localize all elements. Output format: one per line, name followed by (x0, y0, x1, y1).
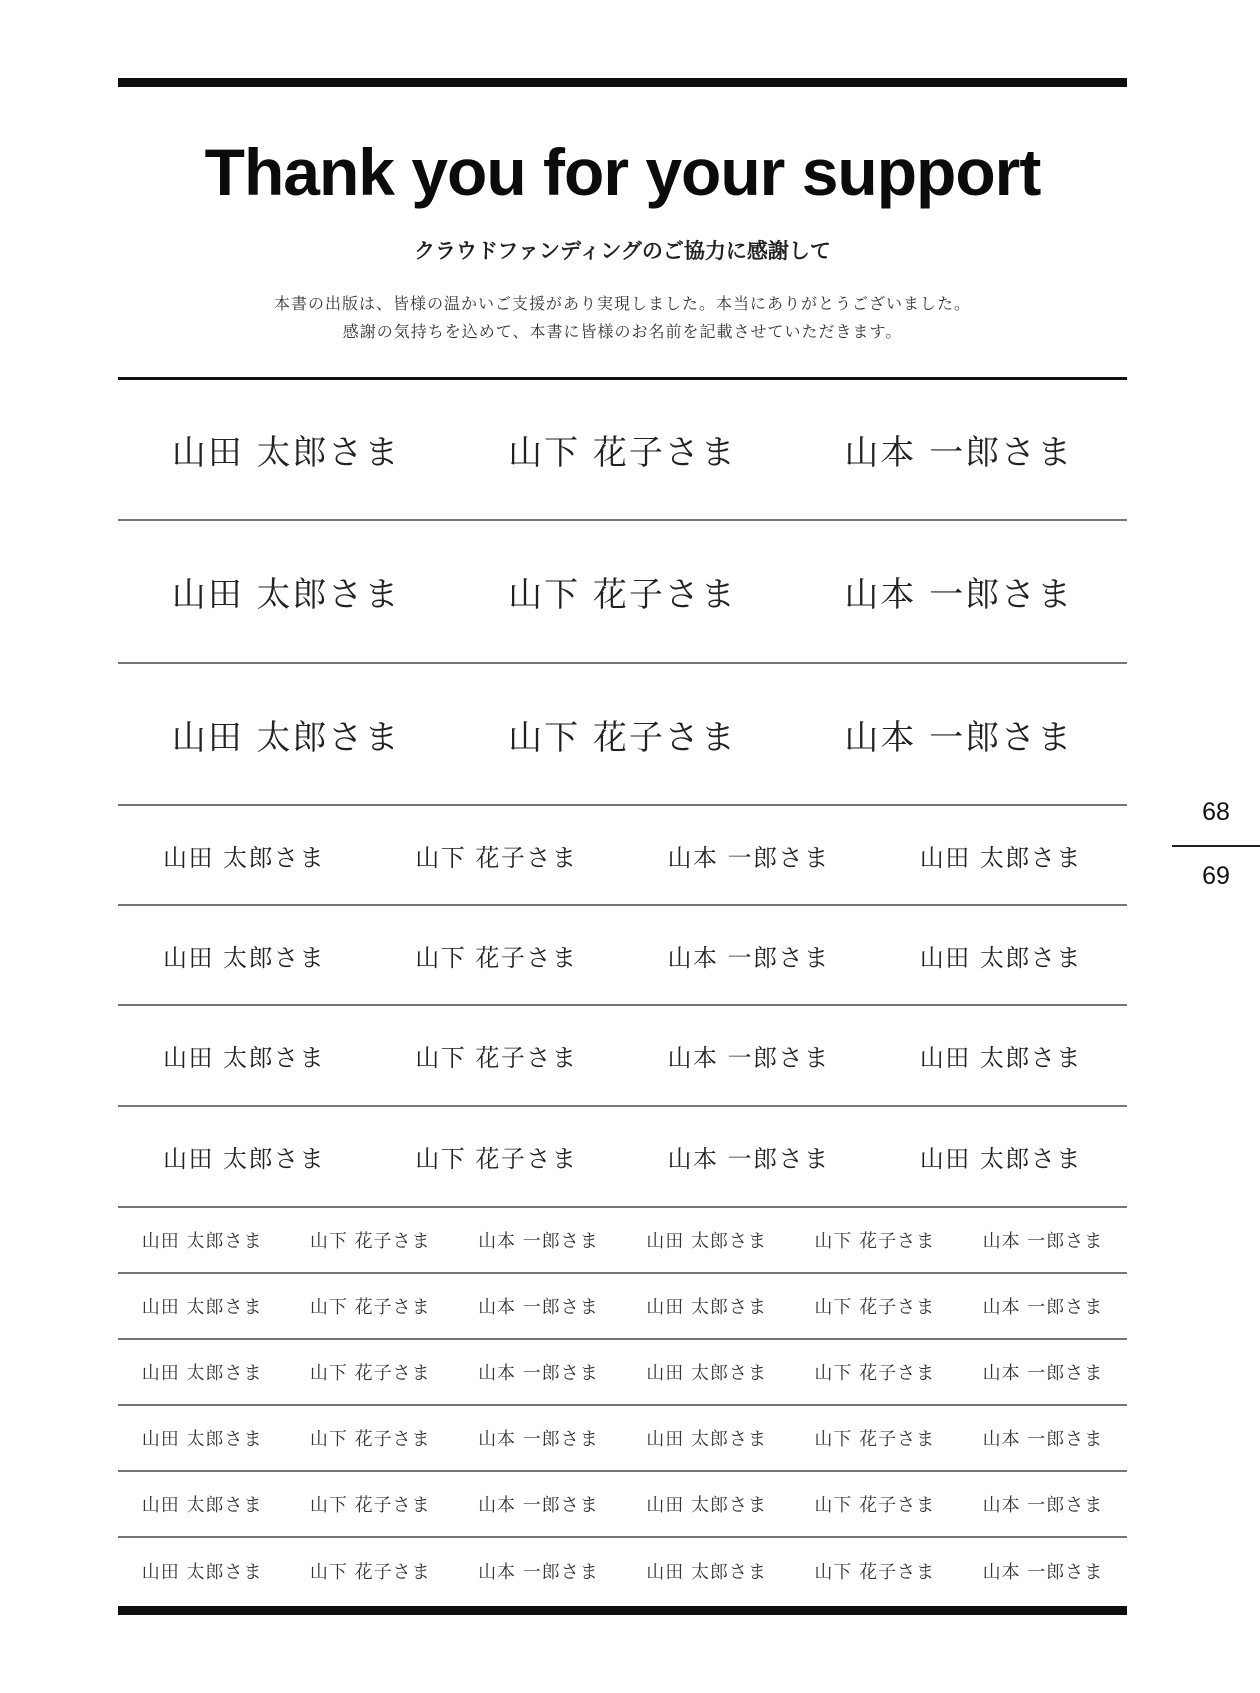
supporter-name: 山田 太郎さま (171, 575, 401, 615)
supporter-name: 山田 太郎さま (141, 1429, 263, 1450)
supporter-name: 山本 一郎さま (844, 717, 1074, 758)
supporter-name: 山下 花子さま (309, 1363, 431, 1384)
supporter-name: 山本 一郎さま (667, 1044, 830, 1072)
supporter-name: 山本 一郎さま (478, 1297, 599, 1318)
supporter-name: 山田 太郎さま (646, 1562, 767, 1583)
supporter-name: 山田 太郎さま (646, 1297, 767, 1318)
supporter-name: 山下 花子さま (415, 843, 578, 872)
supporter-name: 山本 一郎さま (478, 1495, 599, 1516)
supporter-name: 山下 花子さま (508, 717, 737, 758)
supporter-name: 山本 一郎さま (478, 1562, 599, 1583)
supporter-name: 山下 花子さま (309, 1429, 431, 1450)
supporter-name: 山田 太郎さま (141, 1495, 263, 1516)
supporter-name: 山本 一郎さま (844, 575, 1074, 615)
supporter-name: 山本 一郎さま (982, 1297, 1104, 1318)
supporter-name: 山田 太郎さま (919, 943, 1082, 972)
supporter-name: 山田 太郎さま (646, 1231, 767, 1252)
name-row-small (118, 1472, 1127, 1536)
supporter-name: 山田 太郎さま (919, 843, 1082, 872)
page-title: Thank you for your support (204, 135, 1041, 209)
supporter-name: 山下 花子さま (309, 1495, 431, 1516)
supporter-name: 山下 花子さま (309, 1562, 431, 1583)
name-row-medium (118, 906, 1127, 1004)
supporter-name: 山本 一郎さま (667, 943, 830, 972)
supporter-name: 山田 太郎さま (919, 1044, 1082, 1072)
supporter-name: 山下 花子さま (309, 1231, 431, 1252)
name-row-small (118, 1208, 1127, 1272)
supporter-name: 山下 花子さま (415, 1044, 578, 1072)
supporter-name: 山本 一郎さま (982, 1495, 1104, 1516)
name-row-large (118, 380, 1127, 519)
supporter-name: 山田 太郎さま (919, 1145, 1082, 1173)
supporter-name: 山田 太郎さま (163, 943, 326, 972)
supporter-name: 山下 花子さま (814, 1495, 936, 1516)
intro-line-2: 感謝の気持ちを込めて、本書に皆様のお名前を記載させていただきます。 (342, 322, 903, 341)
supporter-name: 山田 太郎さま (171, 433, 401, 473)
supporter-name: 山田 太郎さま (141, 1363, 263, 1384)
supporter-name: 山田 太郎さま (141, 1231, 263, 1252)
supporter-name: 山下 花子さま (814, 1231, 936, 1252)
page-number-left: 68 (1202, 798, 1230, 826)
supporter-name: 山本 一郎さま (844, 433, 1074, 473)
supporter-name: 山本 一郎さま (478, 1363, 599, 1384)
name-row-large (118, 521, 1127, 662)
supporter-name: 山田 太郎さま (646, 1363, 767, 1384)
intro-line-1: 本書の出版は、皆様の温かいご支援があり実現しました。本当にありがとうございました。 (273, 294, 971, 313)
supporter-name: 山本 一郎さま (667, 1145, 830, 1173)
supporter-name: 山下 花子さま (415, 943, 578, 972)
supporter-name: 山下 花子さま (814, 1429, 936, 1450)
supporter-name: 山田 太郎さま (141, 1297, 263, 1318)
name-row-small (118, 1274, 1127, 1338)
supporter-name: 山田 太郎さま (163, 1145, 326, 1173)
supporter-name: 山本 一郎さま (667, 843, 830, 872)
page-number-separator (1172, 845, 1260, 847)
name-row-medium (118, 806, 1127, 904)
supporter-name: 山田 太郎さま (171, 717, 401, 758)
name-row-small (118, 1340, 1127, 1404)
supporter-name: 山本 一郎さま (982, 1429, 1104, 1450)
name-row-large (118, 664, 1127, 804)
supporter-name: 山田 太郎さま (646, 1495, 767, 1516)
name-row-small (118, 1406, 1127, 1470)
supporter-name: 山本 一郎さま (982, 1363, 1104, 1384)
supporter-name: 山下 花子さま (814, 1562, 936, 1583)
supporter-name: 山田 太郎さま (646, 1429, 767, 1450)
page-number-right: 69 (1202, 862, 1230, 890)
name-row-small (118, 1538, 1127, 1604)
page-subtitle: クラウドファンディングのご協力に感謝して (414, 239, 831, 263)
supporter-name: 山本 一郎さま (478, 1231, 599, 1252)
supporter-name: 山下 花子さま (814, 1297, 936, 1318)
supporter-name: 山下 花子さま (415, 1145, 578, 1173)
supporter-name: 山田 太郎さま (163, 1044, 326, 1072)
name-row-medium (118, 1006, 1127, 1105)
name-row-medium (118, 1107, 1127, 1206)
supporter-name: 山下 花子さま (309, 1297, 431, 1318)
supporter-name: 山田 太郎さま (141, 1562, 263, 1583)
supporter-name: 山本 一郎さま (982, 1231, 1104, 1252)
supporter-name: 山下 花子さま (814, 1363, 936, 1384)
supporter-name: 山本 一郎さま (478, 1429, 599, 1450)
supporter-name: 山下 花子さま (508, 433, 737, 473)
bottom-thick-rule (118, 1606, 1127, 1615)
supporter-name: 山田 太郎さま (163, 843, 326, 872)
supporter-name: 山本 一郎さま (982, 1562, 1104, 1583)
supporter-name: 山下 花子さま (508, 575, 737, 615)
top-thick-rule (118, 78, 1127, 87)
